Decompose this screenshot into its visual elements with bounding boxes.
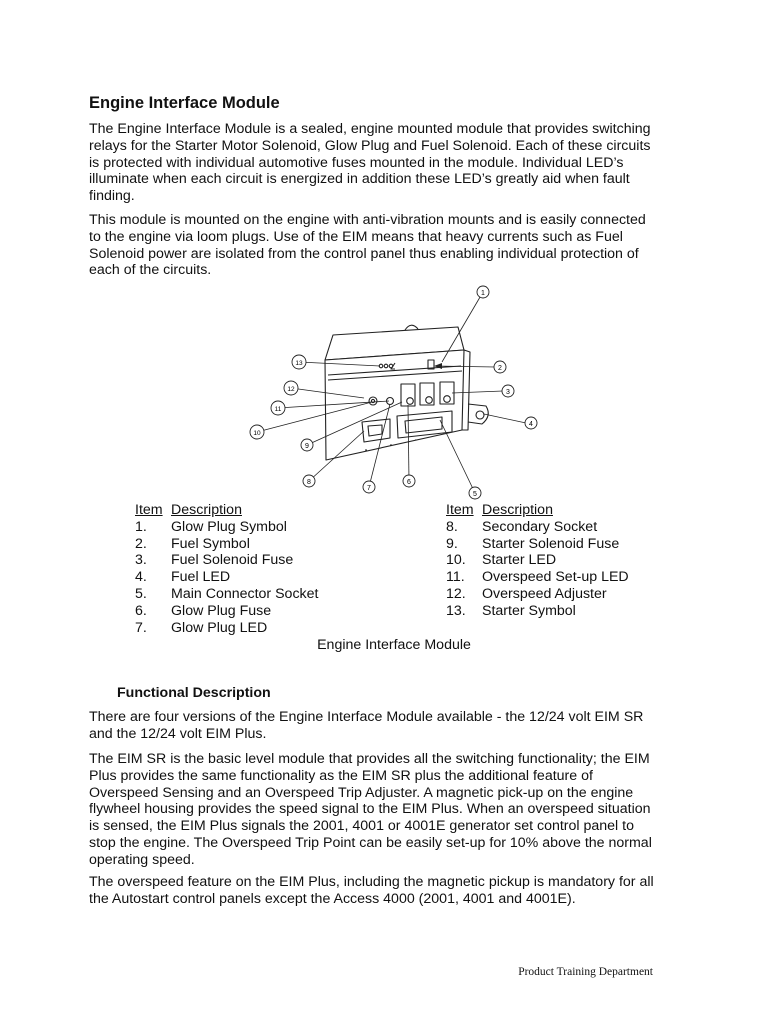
item-number: 3. — [135, 552, 147, 569]
callout-2: 2 — [498, 365, 502, 372]
callout-12: 12 — [287, 386, 295, 393]
intro-paragraph: This module is mounted on the engine with anti-vibration mounts and is easily connected to the engine via loom plugs. Use of the EIM means that heavy currents such as Fuel Solenoid power are isolated from the control panel thus enabling individual protection of each of the circuits. — [89, 212, 646, 279]
item-description: Fuel Symbol — [171, 535, 250, 552]
item-description: Starter Solenoid Fuse — [482, 535, 620, 552]
item-number: 5. — [135, 585, 147, 602]
item-number: 10. — [446, 552, 466, 569]
callout-11: 11 — [274, 406, 282, 413]
functional-paragraph: The EIM SR is the basic level module that provides all the switching functionality; the EIM Plus provides the same functionality as the EIM SR plus the additional feature of Overspeed Sensing and an Overspeed Trip Adjuster. A magnetic pick-up on the engine flywheel housing provides the speed signal to the EIM Plus. When an overspeed situation is sensed, the EIM Plus signals the 2001, 4001 or 4001E generator set control panel to stop the engine. The Overspeed Trip Point can be easily set-up for 10% above the normal operating speed. — [89, 751, 652, 868]
item-row — [446, 536, 629, 553]
callout-4: 4 — [529, 421, 533, 428]
item-number: 13. — [446, 602, 466, 619]
item-number: 7. — [135, 619, 147, 636]
item-row — [446, 519, 629, 536]
page-footer: Product Training Department — [518, 966, 653, 978]
item-description: Fuel Solenoid Fuse — [171, 552, 294, 569]
item-number: 8. — [446, 518, 458, 535]
item-number: 6. — [135, 602, 147, 619]
item-description: Main Connector Socket — [171, 585, 319, 602]
item-description: Secondary Socket — [482, 518, 598, 535]
item-description: Glow Plug Symbol — [171, 518, 287, 535]
item-row — [135, 536, 318, 553]
items-header-row — [446, 502, 629, 519]
items-header-description: Description — [171, 502, 242, 518]
item-description: Starter Symbol — [482, 602, 576, 619]
item-row — [135, 569, 318, 586]
item-number: 2. — [135, 535, 147, 552]
item-description: Glow Plug Fuse — [171, 602, 272, 619]
item-number: 9. — [446, 535, 458, 552]
items-header-item: Item — [446, 502, 474, 518]
item-description: Starter LED — [482, 552, 557, 569]
item-row — [446, 603, 629, 620]
item-number: 11. — [446, 569, 465, 586]
callout-10: 10 — [253, 430, 261, 437]
functional-paragraph: There are four versions of the Engine Interface Module available - the 12/24 volt EIM SR and the 12/24 volt EIM Plus. — [89, 709, 644, 742]
item-row — [446, 586, 629, 603]
item-number: 12. — [446, 585, 466, 602]
callout-8: 8 — [307, 479, 311, 486]
callout-6: 6 — [407, 479, 411, 486]
page-title: Engine Interface Module — [89, 94, 280, 112]
items-table-left — [135, 502, 318, 636]
callout-13: 13 — [295, 360, 303, 367]
callout-5: 5 — [473, 491, 477, 498]
item-row — [446, 569, 629, 586]
item-row — [135, 603, 318, 620]
item-number: 1. — [135, 518, 147, 535]
items-header-description: Description — [482, 502, 553, 518]
figure-caption: Engine Interface Module — [317, 637, 471, 653]
section-heading: Functional Description — [117, 685, 271, 701]
items-header-row — [135, 502, 318, 519]
callout-9: 9 — [305, 443, 309, 450]
callout-7: 7 — [367, 485, 371, 492]
engine-interface-module-diagram — [230, 280, 560, 500]
item-number: 4. — [135, 569, 147, 586]
items-header-item: Item — [135, 502, 163, 518]
item-description: Fuel LED — [171, 569, 231, 586]
item-row — [446, 552, 629, 569]
item-row — [135, 552, 318, 569]
item-description: Overspeed Adjuster — [482, 585, 607, 602]
item-row — [135, 586, 318, 603]
callout-3: 3 — [506, 389, 510, 396]
intro-paragraph: The Engine Interface Module is a sealed, engine mounted module that provides switching relays for the Starter Motor Solenoid, Glow Plug and Fuel Solenoid. Each of these circuits is protected with individual automotive fuses mounted in the module. Individual LED’s illuminate when each circuit is energized in addition these LED’s greatly aid when fault finding. — [89, 121, 651, 205]
functional-paragraph: The overspeed feature on the EIM Plus, including the magnetic pickup is mandatory for all the Autostart control panels except the Access 4000 (2001, 4001 and 4001E). — [89, 874, 654, 907]
item-row — [135, 519, 318, 536]
item-description: Overspeed Set-up LED — [482, 569, 629, 586]
item-row — [135, 620, 318, 637]
item-description: Glow Plug LED — [171, 619, 268, 636]
items-table-right — [446, 502, 629, 620]
callout-1: 1 — [481, 290, 485, 297]
